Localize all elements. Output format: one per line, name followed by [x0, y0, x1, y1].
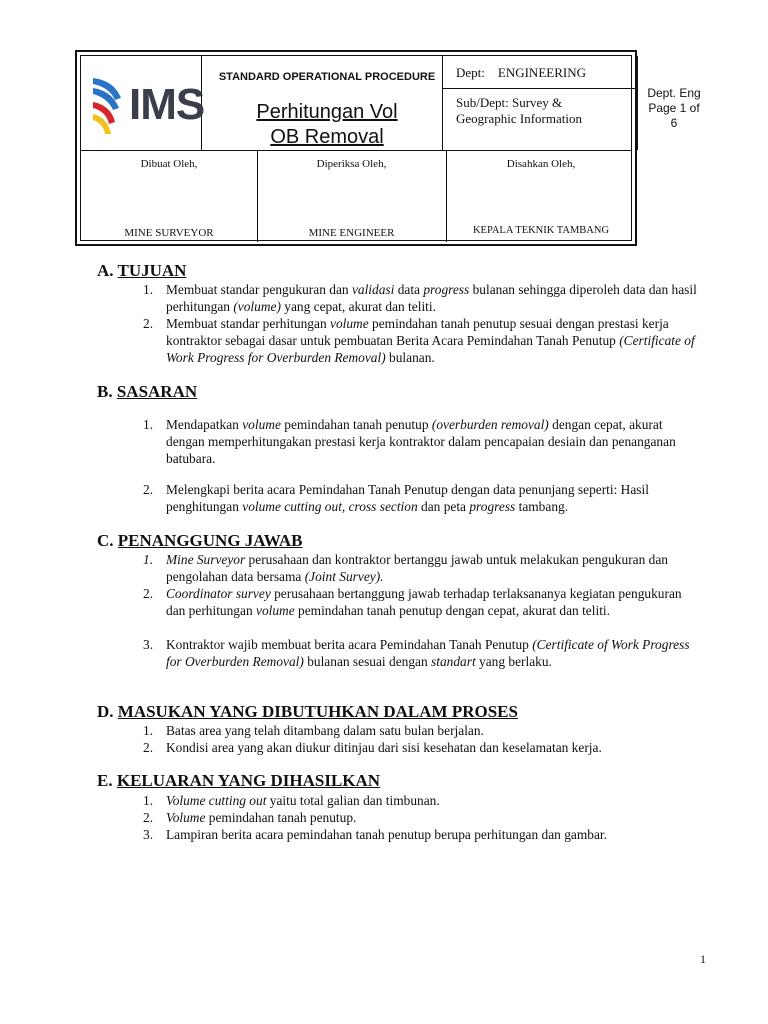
page-info-cell: Dept. Eng Page 1 of 6: [647, 86, 701, 130]
sign-label-prepared: Dibuat Oleh,: [140, 158, 198, 170]
section-title: TUJUAN: [117, 261, 187, 280]
item-number: 2.: [143, 316, 154, 331]
header-table: [75, 50, 701, 246]
list-item: [143, 315, 703, 366]
section-letter: C.: [97, 531, 114, 550]
divider: [442, 88, 637, 89]
subdept-cell: Sub/Dept: Survey & Geographic Information: [456, 95, 582, 126]
sign-label-approved: Disahkan Oleh,: [506, 158, 576, 170]
list-item: [143, 636, 703, 670]
section-e-heading: [97, 771, 380, 791]
list-item: [143, 739, 703, 756]
list-item: [143, 481, 703, 515]
section-b-heading: [97, 382, 197, 402]
list-item: [143, 551, 703, 585]
list-item: [143, 826, 703, 843]
logo-text: IMS: [129, 80, 205, 129]
header-inner-border: [80, 55, 701, 241]
item-text: Lampiran berita acara pemindahan tanah penutup berupa perhitungan dan gambar.: [166, 827, 607, 842]
item-number: 2.: [143, 482, 154, 497]
divider: [637, 56, 638, 150]
page-number: 1: [700, 952, 706, 966]
section-letter: B.: [97, 382, 113, 401]
item-text: Batas area yang telah ditambang dalam satu bulan berjalan.: [166, 723, 484, 738]
section-title: KELUARAN YANG DIHASILKAN: [116, 771, 381, 790]
item-number: 1.: [143, 723, 154, 738]
sign-role-approved: KEPALA TEKNIK TAMBANG: [472, 225, 610, 236]
section-d-heading: [97, 702, 518, 722]
document-title: [209, 100, 445, 150]
item-text: Membuat standar perhitungan volume pemindahan tanah penutup sesuai dengan prestasi kerja kontraktor sebagai dasar untuk pembuatan Berita Acara Pemindahan Tanah Penutup (Certificate of Work Progress for Overburden Removal) bulanan.: [166, 316, 695, 365]
ims-logo: [91, 74, 206, 144]
title-line-2: OB Removal: [270, 126, 384, 148]
section-title: PENANGGUNG JAWAB: [117, 531, 303, 550]
item-number: 3.: [143, 637, 154, 652]
list-item: [143, 722, 703, 739]
list-item: [143, 809, 703, 826]
item-number: 1.: [143, 552, 154, 567]
item-text: Mendapatkan volume pemindahan tanah penutup (overburden removal) dengan cepat, akurat dengan memperhitungakan prestasi kerja kontraktor dalam pencapaian desiain dan penanganan batubara.: [166, 417, 676, 466]
sign-role-prepared: MINE SURVEYOR: [124, 227, 214, 239]
item-number: 1.: [143, 417, 154, 432]
section-letter: E.: [97, 771, 113, 790]
title-line-1: Perhitungan Vol: [256, 101, 398, 123]
item-text: Membuat standar pengukuran dan validasi data progress bulanan sehingga diperoleh data dan hasil perhitungan (volume) yang cepat, akurat dan teliti.: [166, 282, 697, 314]
section-letter: D.: [97, 702, 114, 721]
divider: [81, 150, 631, 151]
item-text: Volume pemindahan tanah penutup.: [166, 810, 357, 825]
item-text: Volume cutting out yaitu total galian dan timbunan.: [166, 793, 440, 808]
section-a-heading: [97, 261, 186, 281]
list-item: [143, 585, 703, 619]
item-text: Kontraktor wajib membuat berita acara Pemindahan Tanah Penutup (Certificate of Work Progress for Overburden Removal) bulanan sesuai dengan standart yang berlaku.: [166, 637, 690, 669]
item-text: Mine Surveyor perusahaan dan kontraktor bertanggu jawab untuk melakukan pengukuran dan pengolahan data bersama (Joint Survey).: [166, 552, 668, 584]
sign-role-checked: MINE ENGINEER: [308, 227, 395, 239]
section-c-heading: [97, 531, 302, 551]
list-item: [143, 792, 703, 809]
section-title: SASARAN: [116, 382, 198, 401]
item-text: Kondisi area yang akan diukur ditinjau dari sisi kesehatan dan keselamatan kerja.: [166, 740, 602, 755]
item-number: 2.: [143, 740, 154, 755]
item-text: Melengkapi berita acara Pemindahan Tanah Penutup dengan data penunjang seperti: Hasil penghitungan volume cutting out, cross section dan peta progress tambang.: [166, 482, 649, 514]
item-number: 3.: [143, 827, 154, 842]
list-item: [143, 416, 703, 467]
sign-label-checked: Diperiksa Oleh,: [316, 158, 387, 170]
section-letter: A.: [97, 261, 114, 280]
list-item: [143, 281, 703, 315]
ims-logo-mark-icon: [91, 74, 131, 144]
section-title: MASUKAN YANG DIBUTUHKAN DALAM PROSES: [117, 702, 518, 721]
item-number: 2.: [143, 586, 154, 601]
item-number: 1.: [143, 793, 154, 808]
item-text: Coordinator survey perusahaan bertanggung jawab terhadap terlaksananya kegiatan pengukuran dan perhitungan volume pemindahan tanah penutup dengan cepat, akurat dan teliti.: [166, 586, 682, 618]
item-number: 2.: [143, 810, 154, 825]
item-number: 1.: [143, 282, 154, 297]
dept-cell: Dept: ENGINEERING: [456, 65, 586, 80]
sop-label: STANDARD OPERATIONAL PROCEDURE: [218, 71, 436, 83]
